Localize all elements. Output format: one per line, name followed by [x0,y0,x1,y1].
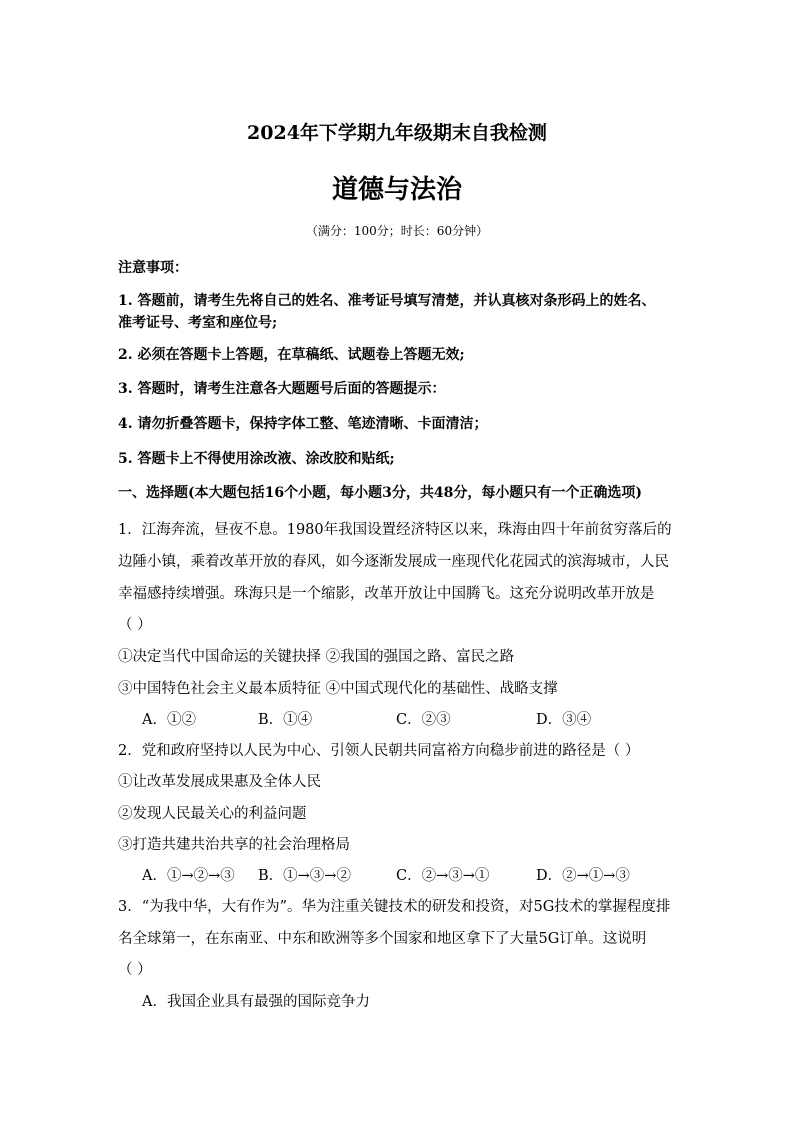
q2-statement-2: ②发现人民最关心的利益问题 [118,806,307,822]
subject-title: 道德与法治 [331,175,462,205]
q2-choice-d: D．②→①→③ [536,868,630,884]
q1-stem-line-3: 幸福感持续增强。珠海只是一个缩影，改革开放让中国腾飞。这充分说明改革开放是 [118,586,655,602]
notice-item-1-line-2: 准考证号、考室和座位号; [118,315,278,331]
q2-stem: 2．党和政府坚持以人民为中心、引领人民朝共同富裕方向稳步前进的路径是（ ） [118,743,640,759]
q2-choice-c: C．②→③→① [396,868,490,884]
notice-item-2: 2. 必须在答题卡上答题，在草稿纸、试题卷上答题无效; [118,347,465,363]
notice-item-5: 5. 答题卡上不得使用涂改液、涂改胶和贴纸; [118,451,395,467]
q1-choice-b: B．①④ [258,712,313,728]
q2-statement-1: ①让改革发展成果惠及全体人民 [118,774,321,790]
q2-statement-3: ③打造共建共治共享的社会治理格局 [118,837,350,853]
notice-item-1-line-1: 1. 答题前，请考生先将自己的姓名、准考证号填写清楚，并认真核对条形码上的姓名、 [118,293,656,309]
section-1-heading: 一、选择题(本大题包括16个小题，每小题3分，共48分，每小题只有一个正确选项) [118,485,642,501]
q1-choice-a: A．①② [142,712,196,728]
q1-stem-line-1: 1．江海奔流，昼夜不息。1980年我国设置经济特区以来，珠海由四十年前贫穷落后的 [118,522,672,538]
q1-choice-d: D．③④ [536,712,592,728]
notice-item-4: 4. 请勿折叠答题卡，保持字体工整、笔迹清晰、卡面清洁； [118,416,488,432]
q1-statements-row-1: ①决定当代中国命运的关键抉择 ②我国的强国之路、富民之路 [118,649,515,665]
notice-item-3: 3. 答题时，请考生注意各大题题号后面的答题提示： [118,381,446,397]
q3-answer-blank: （ ） [118,962,152,978]
q2-choice-b: B．①→③→② [258,868,351,884]
q1-answer-blank: （ ） [118,617,152,633]
q1-choice-c: C．②③ [396,712,451,728]
q3-stem-line-1: 3．“为我中华，大有作为”。华为注重关键技术的研发和投资，对5G技术的掌握程度排 [118,899,671,915]
exam-title: 2024年下学期九年级期末自我检测 [247,122,547,144]
q1-stem-line-2: 边陲小镇，乘着改革开放的春风，如今逐渐发展成一座现代化花园式的滨海城市，人民 [118,554,669,570]
exam-meta: （满分：100分；时长：60分钟） [305,224,489,238]
notice-heading: 注意事项： [118,260,188,276]
q2-choice-a: A．①→②→③ [142,868,235,884]
q1-statements-row-2: ③中国特色社会主义最本质特征 ④中国式现代化的基础性、战略支撑 [118,681,558,697]
q3-stem-line-2: 名全球第一，在东南亚、中东和欧洲等多个国家和地区拿下了大量5G订单。这说明 [118,931,647,947]
q3-choice-a: A．我国企业具有最强的国际竞争力 [142,994,370,1010]
